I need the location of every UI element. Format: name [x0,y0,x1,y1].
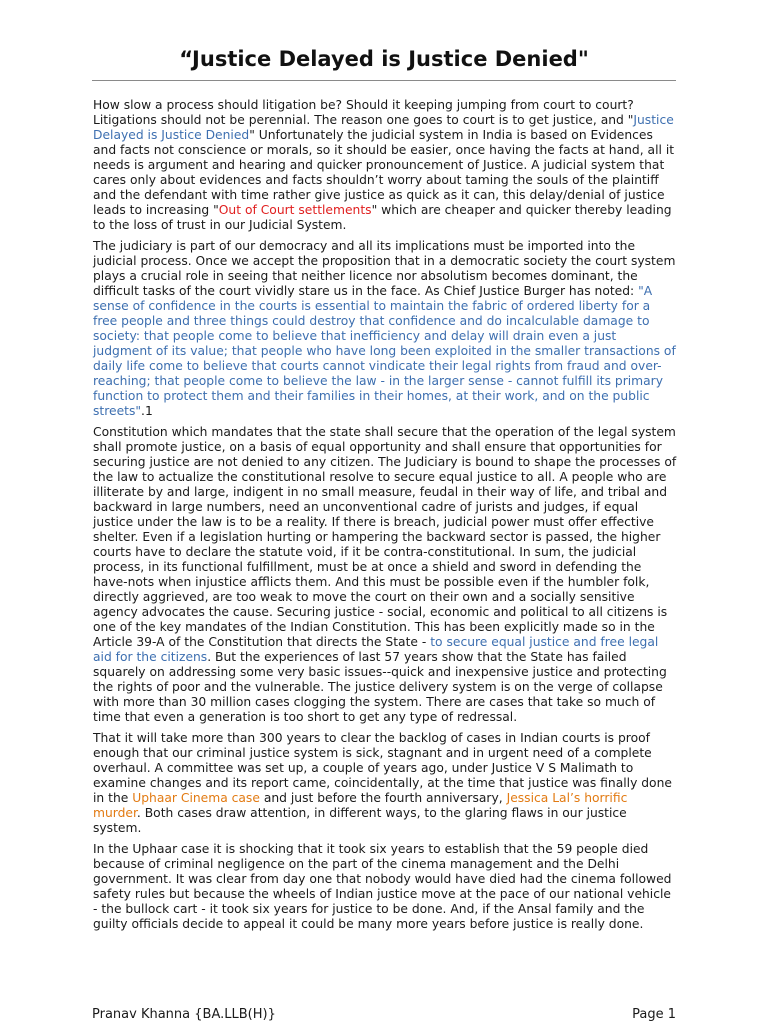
title-block [92,44,676,81]
p3-highlight-legal-aid: to secure equal justice and free legal aid for the citizens [93,635,659,664]
p2-text-c: .1 [141,404,153,418]
p1-highlight-out-of-court: Out of Court settlements [218,203,372,217]
p4-text-c: and just before the fourth anniversary, [259,791,507,805]
p1-text-e: " which are cheaper and quicker thereby leading to the loss of trust in our Judicial System. [93,203,672,232]
p1-text-c: " Unfortunately the judicial system in India is based on Evidences and facts not conscience or morals, so it should be easier, once having the facts at hand, all it needs is argument and hearing and quicker pronouncement of Justice. A judicial system that cares only about evidences and facts shouldn’t worry about taming the souls of the plaintiff and the defendant with time rather give justice as quick as it can, this delay/denial of justice leads to increasing " [93,128,675,217]
p4-text-e: . Both cases draw attention, in different ways, to the glaring flaws in our justice system. [93,806,627,835]
p1-highlight-justice-delayed: Justice Delayed is Justice Denied [93,113,674,142]
p5-text-a: In the Uphaar case it is shocking that it took six years to establish that the 59 people died because of criminal negligence on the part of the cinema management and the Delhi government. It was clear from day one that nobody would have died had the cinema followed safety rules but because the wheels of Indian justice move at the pace of our national vehicle - the bullock cart - it took six years for justice to be done. And, if the Ansal family and the guilty officials decide to appeal it could be many more years before justice is really done. [93,842,672,931]
p1-text-a: How slow a process should litigation be? Should it keeping jumping from court to court? Litigations should not be perennial. The reason one goes to court is to get justice, and " [93,98,634,127]
document-body [93,98,677,938]
p3-text-c: . But the experiences of last 57 years show that the State has failed squarely on addressing some very basic issues--quick and inexpensive justice and protecting the rights of poor and the vulnerable. The justice delivery system is on the verge of collapse with more than 30 million cases clogging the system. There are cases that take so much of time that even a generation is too short to get any type of redressal. [93,650,667,724]
paragraph-3 [93,425,677,725]
paragraph-1 [93,98,677,233]
p4-text-a: That it will take more than 300 years to clear the backlog of cases in Indian courts is proof enough that our criminal justice system is sick, stagnant and in urgent need of a complete overhaul. A committee was set up, a couple of years ago, under Justice V S Malimath to examine changes and its report came, coincidentally, at the time that justice was finally done in the [93,731,672,805]
p3-text-a: Constitution which mandates that the state shall secure that the operation of the legal system shall promote justice, on a basis of equal opportunity and shall ensure that opportunities for securing justice are not denied to any citizen. The Judiciary is bound to shape the processes of the law to actualize the constitutional resolve to secure equal justice to all. A people who are illiterate by and large, indigent in no small measure, feudal in their way of life, and tribal and backward in large numbers, need an unconventional cadre of jurists and judges, if equal justice under the law is to be a reality. If there is breach, judicial power must offer effective shelter. Even if a legislation hurting or hampering the backward sector is passed, the higher courts have to declare the statute void, if it be contra-constitutional. In sum, the judicial process, in its functional fulfillment, must be at once a shield and sword in defending the have-nots when injustice afflicts them. And this must be possible even if the humbler folk, directly aggrieved, are too weak to move the court on their own and a socially sensitive agency advocates the cause. Securing justice - social, economic and political to all citizens is one of the key mandates of the Indian Constitution. This has been explicitly made so in the Article 39-A of the Constitution that directs the State - [93,425,677,649]
p4-highlight-uphaar: Uphaar Cinema case [132,791,260,805]
paragraph-5 [93,842,677,932]
p4-highlight-jessica-lal: Jessica Lal’s horrific murder [93,791,628,820]
p2-text-a: The judiciary is part of our democracy and all its implications must be imported into the judicial process. Once we accept the proposition that in a democratic society the court system plays a crucial role in seeing that neither licence nor absolutism becomes dominant, the difficult tasks of the court vividly stare us in the face. As Chief Justice Burger has noted: [93,239,676,298]
footer-page-number: Page 1 [632,1007,676,1022]
paragraph-4 [93,731,677,836]
page-title: “Justice Delayed is Justice Denied" [179,47,589,71]
footer-author: Pranav Khanna {BA.LLB(H)} [92,1007,276,1022]
paragraph-2 [93,239,677,419]
p2-quote-burger: "A sense of confidence in the courts is essential to maintain the fabric of ordered liberty for a free people and three things could destroy that confidence and do incalculable damage to society: that people come to believe that inefficiency and delay will drain even a just judgment of its value; that people who have long been exploited in the smaller transactions of daily life come to believe that courts cannot vindicate their legal rights from fraud and over-reaching; that people come to believe the law - in the larger sense - cannot fulfill its primary function to protect them and their families in their homes, at their work, and on the public streets" [93,284,676,418]
